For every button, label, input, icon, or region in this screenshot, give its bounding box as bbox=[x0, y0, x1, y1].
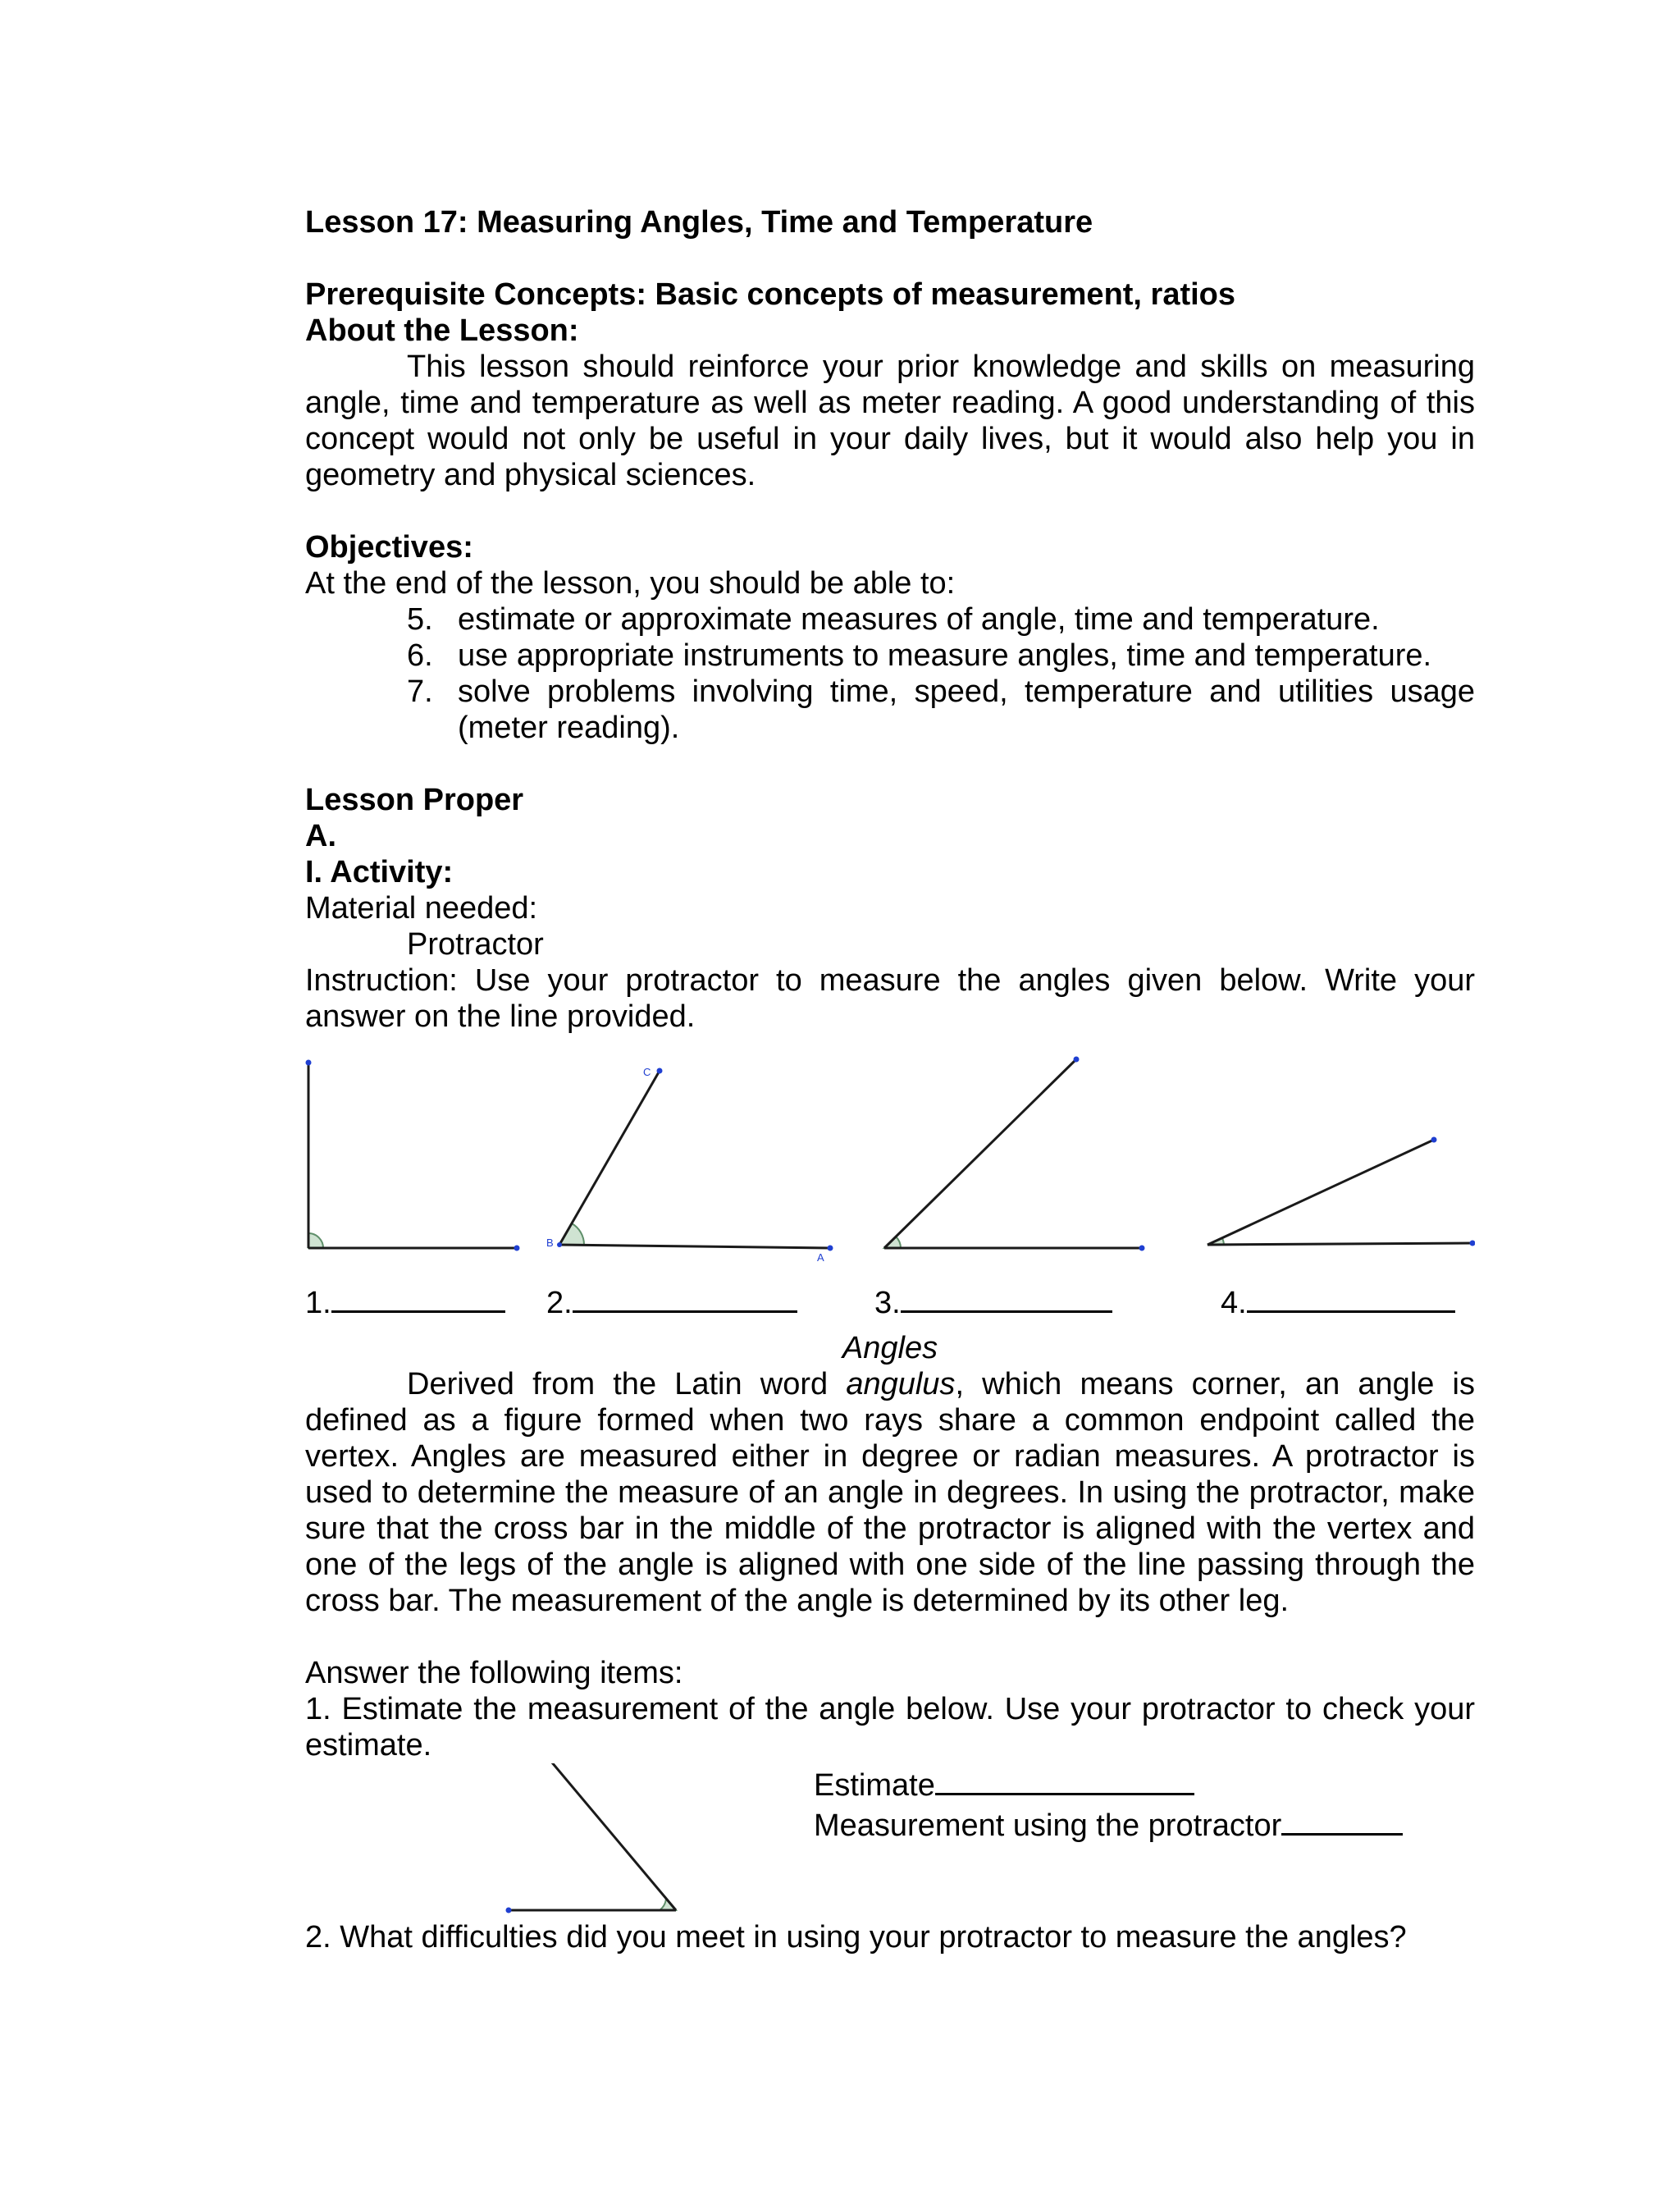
angle-figures-svg bbox=[305, 1035, 1475, 1281]
angle-figures bbox=[305, 1035, 1475, 1330]
objective-item: 7. solve problems involving time, speed, temperature and utilities usage (meter reading). bbox=[407, 674, 1475, 745]
label-b: B bbox=[546, 1237, 554, 1249]
question-1-angle bbox=[305, 1763, 814, 1919]
measurement-line[interactable]: Measurement using the protractor bbox=[814, 1804, 1403, 1844]
answer-intro: Answer the following items: bbox=[305, 1656, 683, 1690]
question-2: 2. What difficulties did you meet in using your protractor to measure the angles? bbox=[305, 1920, 1407, 1955]
objectives-intro: At the end of the lesson, you should be able to: bbox=[305, 566, 956, 601]
about-heading: About the Lesson: bbox=[305, 313, 579, 348]
angle-figure-3 bbox=[884, 1057, 1145, 1251]
angles-title: Angles bbox=[842, 1331, 938, 1365]
angles-paragraph: Derived from the Latin word angulus, which means corner, an angle is defined as a figure formed when two rays share a common endpoint called the vertex. Angles are measured either in degree or radian measures. A protractor is used to determine the measure of an angle in degrees. In using the protractor, make sure that the cross bar in the middle of the protractor is aligned with the vertex and one of the legs of the angle is aligned with one side of the line passing through the cross bar. The measurement of the angle is determined by its other leg. bbox=[305, 1367, 1475, 1618]
estimate-line[interactable]: Estimate bbox=[814, 1763, 1403, 1804]
label-c: C bbox=[643, 1066, 651, 1078]
content bbox=[305, 204, 1475, 1955]
activity-heading: I. Activity: bbox=[305, 855, 454, 889]
question-1: 1. Estimate the measurement of the angle below. Use your protractor to check your estimate. bbox=[305, 1692, 1475, 1763]
lesson-proper-heading: Lesson Proper bbox=[305, 783, 524, 817]
answer-line-3[interactable]: 3. bbox=[874, 1281, 1112, 1321]
angle-figure-1 bbox=[306, 1060, 520, 1251]
prerequisite-heading: Prerequisite Concepts: Basic concepts of measurement, ratios bbox=[305, 277, 1236, 312]
label-a: A bbox=[817, 1251, 824, 1264]
section-a-heading: A. bbox=[305, 819, 336, 853]
objectives-list bbox=[305, 601, 1475, 746]
objective-item: 6. use appropriate instruments to measure angles, time and temperature. bbox=[407, 638, 1432, 673]
answer-line-2[interactable]: 2. bbox=[546, 1281, 797, 1321]
angle-figure-2 bbox=[546, 1066, 833, 1264]
material-item: Protractor bbox=[407, 927, 544, 962]
question-1-answers bbox=[814, 1763, 1403, 1844]
angle-figure-4 bbox=[1208, 1137, 1475, 1246]
lesson-title: Lesson 17: Measuring Angles, Time and Temperature bbox=[305, 205, 1093, 240]
objective-item: 5. estimate or approximate measures of angle, time and temperature. bbox=[407, 602, 1380, 637]
answer-line-4[interactable]: 4. bbox=[1221, 1281, 1455, 1321]
answer-line-1[interactable]: 1. bbox=[305, 1281, 505, 1321]
objectives-heading: Objectives: bbox=[305, 530, 473, 565]
about-paragraph: This lesson should reinforce your prior knowledge and skills on measuring angle, time and temperature as well as meter reading. A good understanding of this concept would not only be useful in your daily lives, but it would also help you in geometry and physical sciences. bbox=[305, 350, 1475, 492]
question-1-figure bbox=[305, 1763, 1475, 1919]
instruction-text: Instruction: Use your protractor to measure the angles given below. Write your answer on the line provided. bbox=[305, 963, 1475, 1034]
material-label: Material needed: bbox=[305, 891, 538, 926]
